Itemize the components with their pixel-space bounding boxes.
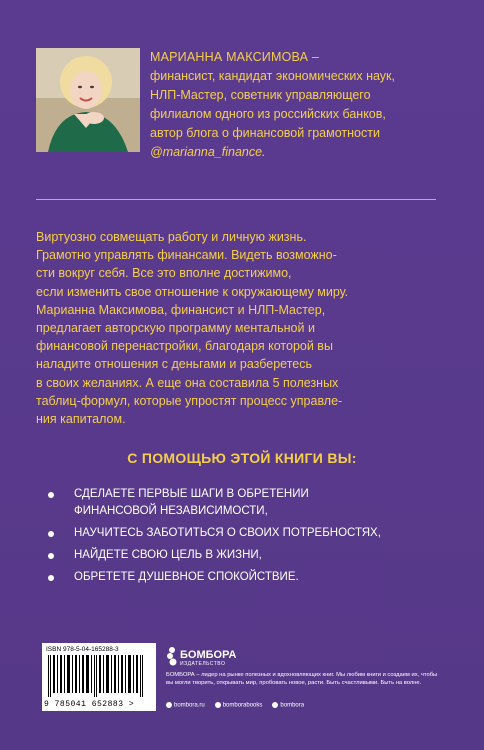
social-icon — [215, 702, 221, 708]
bombora-logo-icon — [166, 645, 178, 669]
description-line: в своих желаниях. А еще она составила 5 полезных — [36, 375, 339, 390]
barcode-digits: 9 785041 652883 > — [44, 700, 135, 709]
benefit-item: ОБРЕТЕТЕ ДУШЕВНОЕ СПОКОЙСТВИЕ. — [48, 569, 448, 586]
bullet-icon — [48, 531, 54, 537]
divider — [36, 199, 436, 200]
publisher-socials — [166, 702, 304, 709]
publisher-blurb: БОМБОРА – лидер на рынке полезных и вдохновляющих книг. Мы любим книги и создаем их, чтобы вы могли творить, открывать мир, пробовать новое, расти. Быть счастливыми. Быть на волне. — [166, 672, 438, 686]
author-bio — [150, 48, 450, 162]
bullet-icon — [48, 575, 54, 581]
site-link: bombora.ru — [166, 702, 205, 709]
description-line: финансовой перенастройки, благодаря которой вы — [36, 339, 333, 354]
book-description — [36, 228, 446, 428]
benefit-item: СДЕЛАЕТЕ ПЕРВЫЕ ШАГИ В ОБРЕТЕНИИ ФИНАНСОВОЙ НЕЗАВИСИМОСТИ, — [48, 486, 448, 520]
description-line: Виртуозно совмещать работу и личную жизнь. — [36, 230, 307, 244]
publisher-logo — [166, 645, 237, 669]
author-bio-line: НЛП-Мастер, советник управляющего — [150, 88, 371, 102]
author-bio-line: автор блога о финансовой грамотности — [150, 126, 380, 140]
publisher-name: БОМБОРА — [180, 649, 237, 661]
social-link: bomborabooks — [215, 702, 263, 709]
isbn-barcode — [42, 643, 156, 711]
description-line: Марианна Максимова, финансист и НЛП-Мастер, — [36, 302, 326, 317]
benefits-heading: С ПОМОЩЬЮ ЭТОЙ КНИГИ ВЫ: — [127, 450, 357, 466]
publisher-subtitle: ИЗДАТЕЛЬСТВО — [180, 661, 226, 667]
author-photo — [36, 48, 140, 152]
description-line: таблиц-формул, которые упростят процесс управле- — [36, 393, 343, 408]
benefits-list — [48, 486, 448, 591]
description-line: сти вокруг себя. Все это вполне достижимо, — [36, 266, 292, 281]
author-bio-line: финансист, кандидат экономических наук, — [150, 69, 396, 83]
social-link: bombora — [272, 702, 304, 709]
description-line: если изменить свое отношение к окружающему миру. — [36, 284, 349, 299]
benefit-item: НАУЧИТЕСЬ ЗАБОТИТЬСЯ О СВОИХ ПОТРЕБНОСТЯХ, — [48, 525, 448, 542]
author-handle: @marianna_finance. — [150, 145, 266, 159]
isbn-text: ISBN 978-5-04-165288-3 — [46, 646, 119, 653]
bullet-icon — [48, 492, 54, 498]
barcode-bars-icon — [46, 655, 152, 697]
bullet-icon — [48, 553, 54, 559]
telegram-icon — [272, 702, 278, 708]
globe-icon — [166, 702, 172, 708]
author-name: МАРИАННА МАКСИМОВА – — [150, 50, 319, 64]
author-bio-line: филиалом одного из российских банков, — [150, 107, 386, 121]
benefit-item: НАЙДЕТЕ СВОЮ ЦЕЛЬ В ЖИЗНИ, — [48, 547, 448, 564]
description-line: предлагает авторскую программу ментальной и — [36, 321, 315, 336]
description-line: Грамотно управлять финансами. Видеть возможно- — [36, 248, 337, 263]
description-line: наладите отношения с деньгами и разберетесь — [36, 357, 312, 372]
description-line: ния капиталом. — [36, 412, 126, 427]
